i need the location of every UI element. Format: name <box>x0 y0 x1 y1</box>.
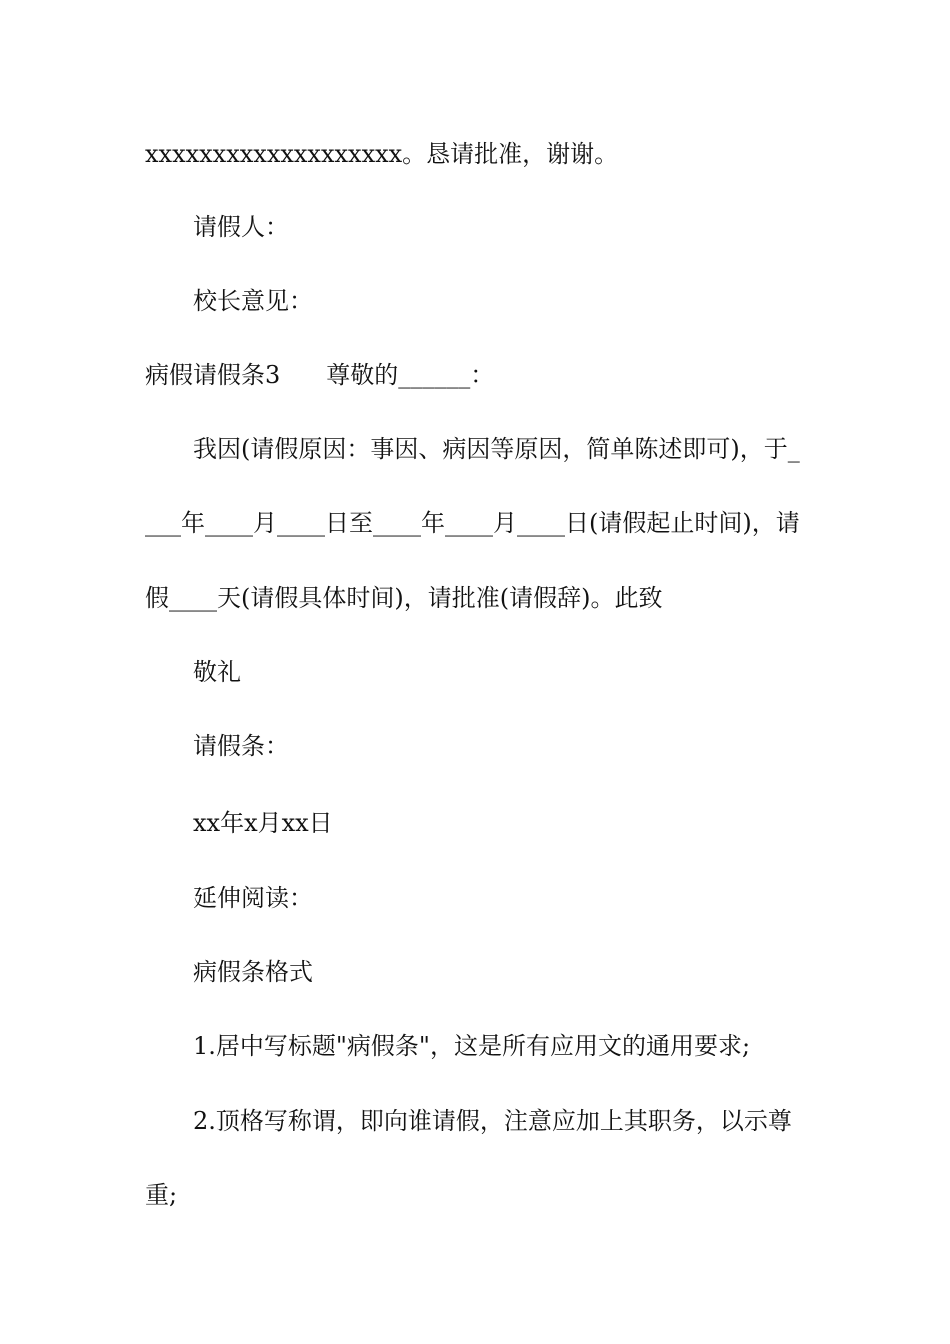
text-line: 重; <box>145 1181 178 1209</box>
text-line: 假____天(请假具体时间)，请批准(请假辞)。此致 <box>145 584 663 612</box>
text-line-section-title <box>145 360 815 390</box>
text-line: 敬礼 <box>193 658 241 686</box>
text-line: 延伸阅读： <box>193 884 313 912</box>
text-line: 校长意见： <box>193 287 313 315</box>
text-line: xxxxxxxxxxxxxxxxxxx。恳请批准，谢谢。 <box>145 140 619 168</box>
salutation: 尊敬的______： <box>326 361 495 389</box>
text-line: ___年____月____日至____年____月____日(请假起止时间)，请 <box>145 509 800 537</box>
text-line: xx年x月xx日 <box>193 809 333 837</box>
text-line: 1.居中写标题"病假条"，这是所有应用文的通用要求; <box>193 1032 751 1060</box>
text-line: 病假条格式 <box>193 958 313 986</box>
section-title: 病假请假条3 <box>145 361 281 389</box>
text-line: 我因(请假原因：事因、病因等原因，简单陈述即可)，于_ <box>193 435 800 463</box>
text-line: 请假条： <box>193 732 289 760</box>
text-line: 请假人： <box>193 213 289 241</box>
text-line: 2.顶格写称谓，即向谁请假，注意应加上其职务，以示尊 <box>193 1107 792 1135</box>
